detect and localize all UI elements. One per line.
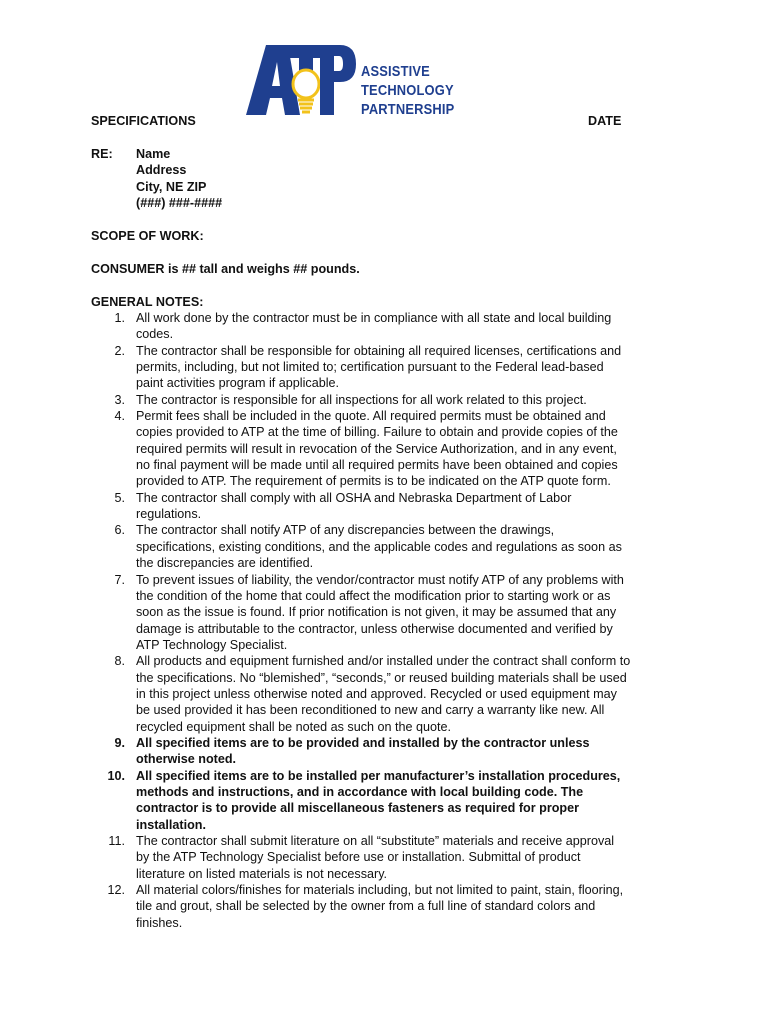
recipient-name: Name <box>136 147 171 161</box>
general-notes-heading: GENERAL NOTES: <box>91 295 204 309</box>
note-number: 10. <box>107 768 125 783</box>
note-text-line: copies provided to ATP at the time of billing. Failure to obtain and provide copies of the <box>136 425 618 440</box>
note-text <box>136 882 691 931</box>
note-text-line: paint activities program if applicable. <box>136 376 340 391</box>
note-text <box>136 392 691 408</box>
note-text-line: To prevent issues of liability, the vendor/contractor must notify ATP of any problems with <box>136 572 624 587</box>
note-text-line: in this project unless otherwise noted and approved. Recycled or used equipment may <box>136 686 617 701</box>
note-text-line: required permits will result in revocation of the Service Authorization, and in any event, <box>136 441 617 456</box>
re-label: RE: <box>91 147 113 161</box>
note-item <box>91 343 691 392</box>
note-text <box>136 833 691 882</box>
scope-of-work-heading: SCOPE OF WORK: <box>91 229 204 243</box>
note-number: 3. <box>114 392 125 407</box>
note-number: 8. <box>114 654 125 669</box>
note-item <box>91 735 691 768</box>
note-text <box>136 310 691 343</box>
note-item <box>91 392 691 408</box>
note-text-line: The contractor is responsible for all inspections for all work related to this project. <box>136 392 587 407</box>
note-text <box>136 572 691 654</box>
note-number: 9. <box>114 735 125 750</box>
note-text-line: The contractor shall submit literature on all “substitute” materials and receive approval <box>136 834 615 848</box>
note-text-line: provided to ATP. The requirement of permits is to be indicated on the ATP quote form. <box>136 474 611 489</box>
note-text-line: recycled equipment shall be noted as such on the quote. <box>136 719 452 734</box>
atp-logo-mark <box>244 42 359 117</box>
note-number: 1. <box>114 311 125 325</box>
note-text <box>136 653 691 735</box>
note-number: 11. <box>108 834 125 848</box>
note-item <box>91 833 691 882</box>
note-text <box>136 490 691 523</box>
recipient-phone: (###) ###-#### <box>136 195 223 210</box>
note-text-line: regulations. <box>136 507 202 522</box>
note-item <box>91 572 691 654</box>
note-text <box>136 343 691 392</box>
note-text-line: The contractor shall comply with all OSHA and Nebraska Department of Labor <box>136 490 572 505</box>
note-text-line: finishes. <box>136 915 183 930</box>
logo-line-2: PARTNERSHIP <box>361 101 455 118</box>
note-text-line: All work done by the contractor must be in compliance with all state and local building <box>136 311 612 325</box>
general-notes-list <box>91 310 691 931</box>
note-item <box>91 522 691 571</box>
note-text-line: The contractor shall notify ATP of any discrepancies between the drawings, <box>136 523 555 538</box>
note-text-line: tile and grout, shall be selected by the owner from a full line of standard colors and <box>136 899 596 914</box>
note-text-line: otherwise noted. <box>136 752 237 767</box>
note-text-line: All specified items are to be provided and installed by the contractor unless <box>136 735 590 750</box>
date-heading: DATE <box>588 114 622 128</box>
note-text-line: All products and equipment furnished and/or installed under the contract shall conform to <box>136 654 631 669</box>
note-number: 2. <box>114 343 125 358</box>
note-text-line: All specified items are to be installed per manufacturer’s installation procedures, <box>136 768 621 783</box>
note-text <box>136 768 691 833</box>
note-text-line: specifications, existing conditions, and the applicable codes and regulations as soon as <box>136 539 622 554</box>
consumer-line: CONSUMER is ## tall and weighs ## pounds. <box>91 262 360 276</box>
note-item <box>91 882 691 931</box>
note-number: 7. <box>114 572 125 587</box>
note-text <box>136 522 691 571</box>
note-text-line: the discrepancies are identified. <box>136 556 314 571</box>
note-text <box>136 735 691 768</box>
note-item <box>91 408 691 490</box>
note-number: 4. <box>114 409 125 424</box>
note-text-line: no final payment will be made until all required permits have been obtained and copies <box>136 458 618 473</box>
recipient-address: Address <box>136 163 187 178</box>
note-text-line: codes. <box>136 327 174 342</box>
atp-logo <box>244 42 534 117</box>
note-text-line: contractor is to provide all miscellaneous fasteners as required for proper <box>136 801 580 816</box>
note-text-line: permits, including, but not limited to; certification pursuant to the Federal lead-based <box>136 360 604 375</box>
note-item <box>91 490 691 523</box>
atp-logo-text <box>361 62 510 119</box>
note-item <box>91 653 691 735</box>
note-item <box>91 310 691 343</box>
note-text-line: be used provided it has been reconditioned to new and carry a warranty like new. All <box>136 703 605 718</box>
note-text-line: the specifications. No “blemished”, “seconds,” or reused building materials shall be used <box>136 670 627 685</box>
note-number: 5. <box>114 490 125 505</box>
note-text-line: the condition of the home that could affect the modification prior to starting work or as <box>136 588 611 603</box>
recipient-city: City, NE ZIP <box>136 179 207 194</box>
specifications-heading: SPECIFICATIONS <box>91 114 196 128</box>
recipient-block <box>136 146 222 211</box>
note-text-line: methods and instructions, and in accordance with local building code. The <box>136 784 584 799</box>
note-item <box>91 768 691 833</box>
note-text-line: soon as the issue is found. If prior notification is not given, it may be assumed that any <box>136 605 617 620</box>
note-text-line: Permit fees shall be included in the quote. All required permits must be obtained and <box>136 409 606 424</box>
note-text <box>136 408 691 490</box>
note-text-line: ATP Technology Specialist. <box>136 637 288 652</box>
logo-line-1: ASSISTIVE TECHNOLOGY <box>361 63 454 99</box>
note-text-line: by the ATP Technology Specialist before use or installation. Submittal of product <box>136 850 581 865</box>
note-text-line: All material colors/finishes for materials including, but not limited to paint, stain, flooring, <box>136 883 624 898</box>
note-text-line: installation. <box>136 817 206 832</box>
note-text-line: The contractor shall be responsible for obtaining all required licenses, certifications and <box>136 343 622 358</box>
note-text-line: damage is attributable to the contractor, unless otherwise documented and verified by <box>136 621 613 636</box>
note-number: 6. <box>114 523 125 538</box>
note-text-line: literature on listed materials is not necessary. <box>136 866 388 881</box>
note-number: 12. <box>107 883 125 898</box>
